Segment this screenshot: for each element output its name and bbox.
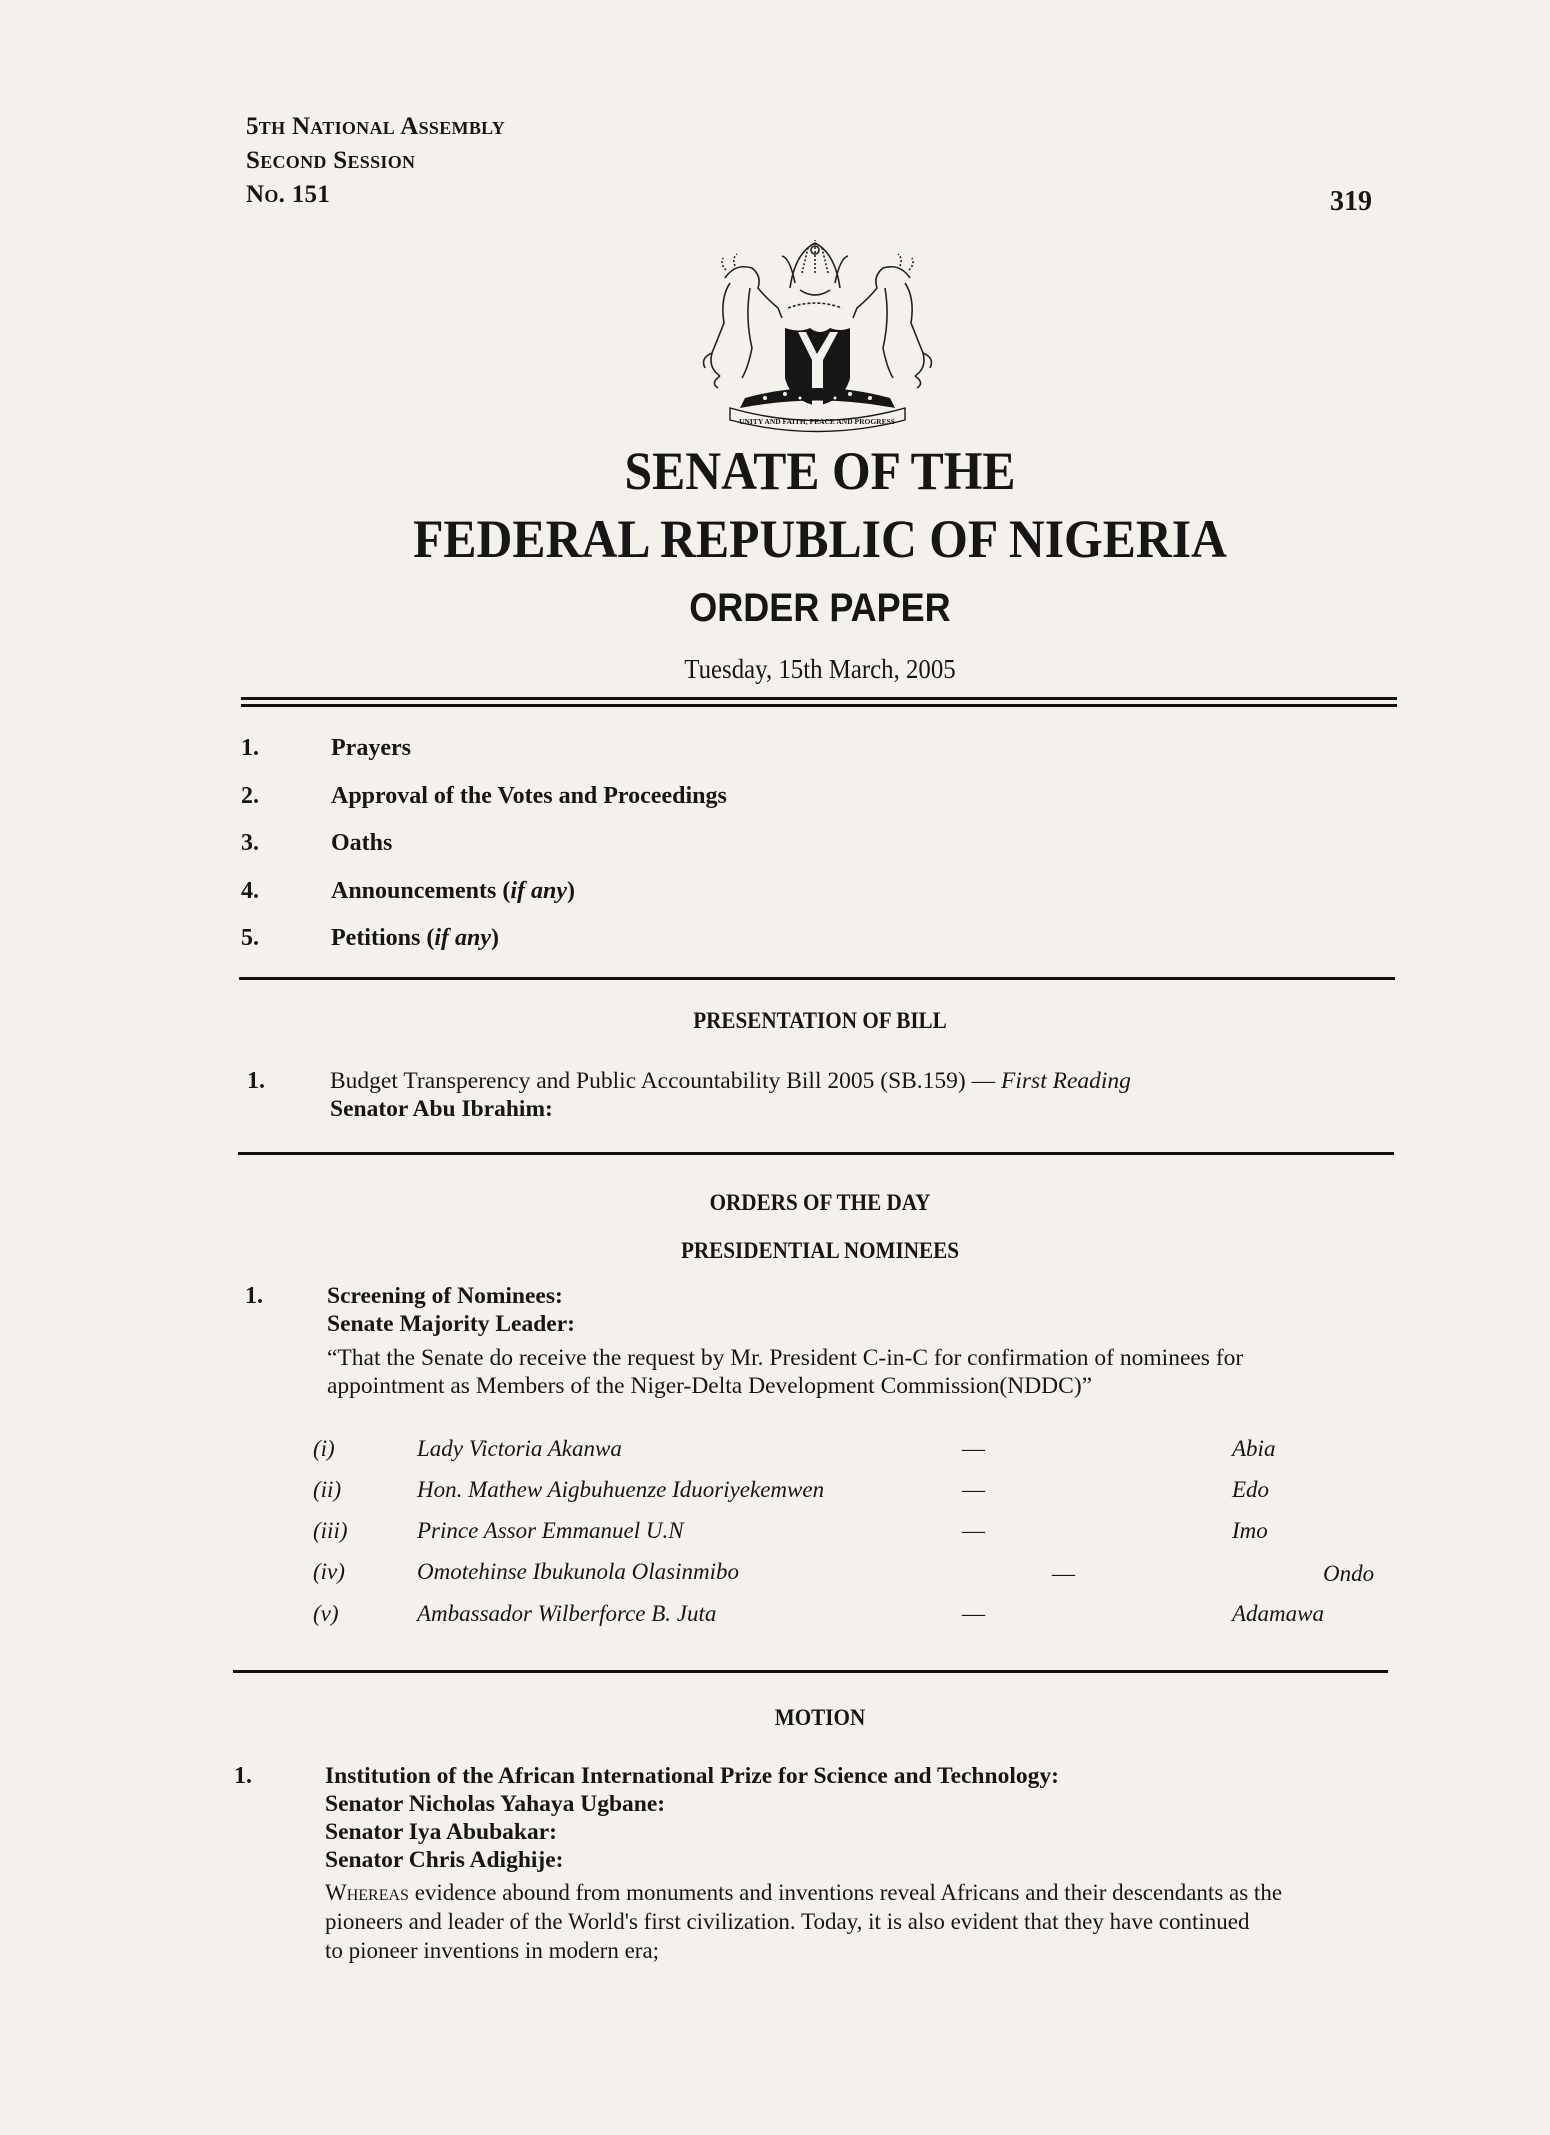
nominee-index: (iii) [313, 1518, 348, 1543]
section-divider [233, 1670, 1388, 1673]
section-divider [238, 1152, 1394, 1155]
double-rule-bottom [241, 704, 1397, 707]
document-date: Tuesday, 15th March, 2005 [684, 654, 956, 684]
item-number: 2. [241, 783, 259, 809]
item-number: 1. [247, 1068, 265, 1094]
nominee-state: Imo [1232, 1518, 1268, 1543]
motion-sponsor: Senator Nicholas Yahaya Ugbane: [325, 1791, 666, 1817]
assembly-header [246, 110, 505, 212]
page-title-line2: FEDERAL REPUBLIC OF NIGERIA [413, 509, 1227, 569]
page-title-line1: SENATE OF THE [624, 441, 1016, 501]
motion-whereas-line2: pioneers and leader of the World's first civilization. Today, it is also evident that they have continued [325, 1909, 1250, 1934]
motion-whereas-line3: to pioneer inventions in modern era; [325, 1938, 660, 1963]
item-number: 4. [241, 878, 259, 904]
bill-title: Budget Transperency and Public Accountability Bill 2005 (SB.159) — First Reading [330, 1068, 1131, 1094]
nominee-name: Prince Assor Emmanuel U.N [417, 1518, 684, 1543]
section-subheading-presidential-nominees: PRESIDENTIAL NOMINEES [680, 1238, 960, 1263]
list-item-prayers: Prayers [331, 735, 411, 761]
order-title: Screening of Nominees: [327, 1283, 563, 1309]
item-number: 1. [241, 735, 259, 761]
nominee-state: Ondo [1323, 1561, 1375, 1586]
motion-whereas-line1: Whereas evidence abound from monuments and inventions reveal Africans and their descendants as the [325, 1880, 1283, 1905]
item-number: 1. [234, 1763, 252, 1789]
section-divider [239, 977, 1395, 980]
motion-sponsor: Senator Iya Abubakar: [325, 1819, 558, 1845]
motion-title: Institution of the African International Prize for Science and Technology: [325, 1763, 1059, 1789]
session-label: Second Session [246, 147, 416, 174]
order-sponsor: Senate Majority Leader: [327, 1311, 575, 1337]
nominee-index: (i) [313, 1436, 335, 1461]
list-item-approval: Approval of the Votes and Proceedings [331, 783, 727, 809]
nominee-name: Omotehinse Ibukunola Olasinmibo [417, 1559, 739, 1584]
section-heading-presentation-of-bill: PRESENTATION OF BILL [693, 1008, 947, 1033]
document-subtitle: ORDER PAPER [689, 586, 951, 630]
page-number: 319 [1330, 186, 1372, 217]
nominee-dash: — [962, 1436, 985, 1461]
nominee-state: Abia [1232, 1436, 1276, 1461]
nominee-name: Lady Victoria Akanwa [417, 1436, 622, 1461]
order-paper-number: No. 151 [246, 181, 331, 208]
order-motion-line1: “That the Senate do receive the request by Mr. President C-in-C for confirmation of nominees for [327, 1345, 1244, 1371]
nominee-state: Adamawa [1232, 1601, 1324, 1626]
nominee-index: (ii) [313, 1477, 342, 1502]
item-number: 5. [241, 925, 259, 951]
nominee-name: Ambassador Wilberforce B. Juta [417, 1601, 717, 1626]
nominee-dash: — [962, 1518, 985, 1543]
nominee-index: (iv) [313, 1559, 345, 1584]
nominee-dash: — [962, 1477, 985, 1502]
section-heading-orders-of-the-day: ORDERS OF THE DAY [709, 1190, 931, 1215]
svg-text:UNITY AND FAITH, PEACE AND PRO: UNITY AND FAITH, PEACE AND PROGRESS [739, 417, 895, 426]
nominee-dash: — [962, 1601, 985, 1626]
list-item-petitions: Petitions (if any) [331, 925, 499, 951]
motion-sponsor: Senator Chris Adighije: [325, 1847, 564, 1873]
nominee-dash: — [1052, 1561, 1075, 1586]
coat-of-arms-icon [690, 228, 945, 438]
nominee-state: Edo [1232, 1477, 1270, 1502]
bill-sponsor: Senator Abu Ibrahim: [330, 1096, 553, 1122]
double-rule-top [241, 697, 1397, 700]
assembly-label: 5th National Assembly [246, 113, 506, 140]
nominee-name: Hon. Mathew Aigbuhuenze Iduoriyekemwen [417, 1477, 825, 1502]
nominee-index: (v) [313, 1601, 339, 1626]
list-item-announcements: Announcements (if any) [331, 878, 576, 904]
order-motion-line2: appointment as Members of the Niger-Delta Development Commission(NDDC)” [327, 1373, 1093, 1399]
list-item-oaths: Oaths [331, 830, 393, 856]
item-number: 3. [241, 830, 259, 856]
section-heading-motion: MOTION [774, 1705, 866, 1730]
item-number: 1. [245, 1283, 263, 1309]
